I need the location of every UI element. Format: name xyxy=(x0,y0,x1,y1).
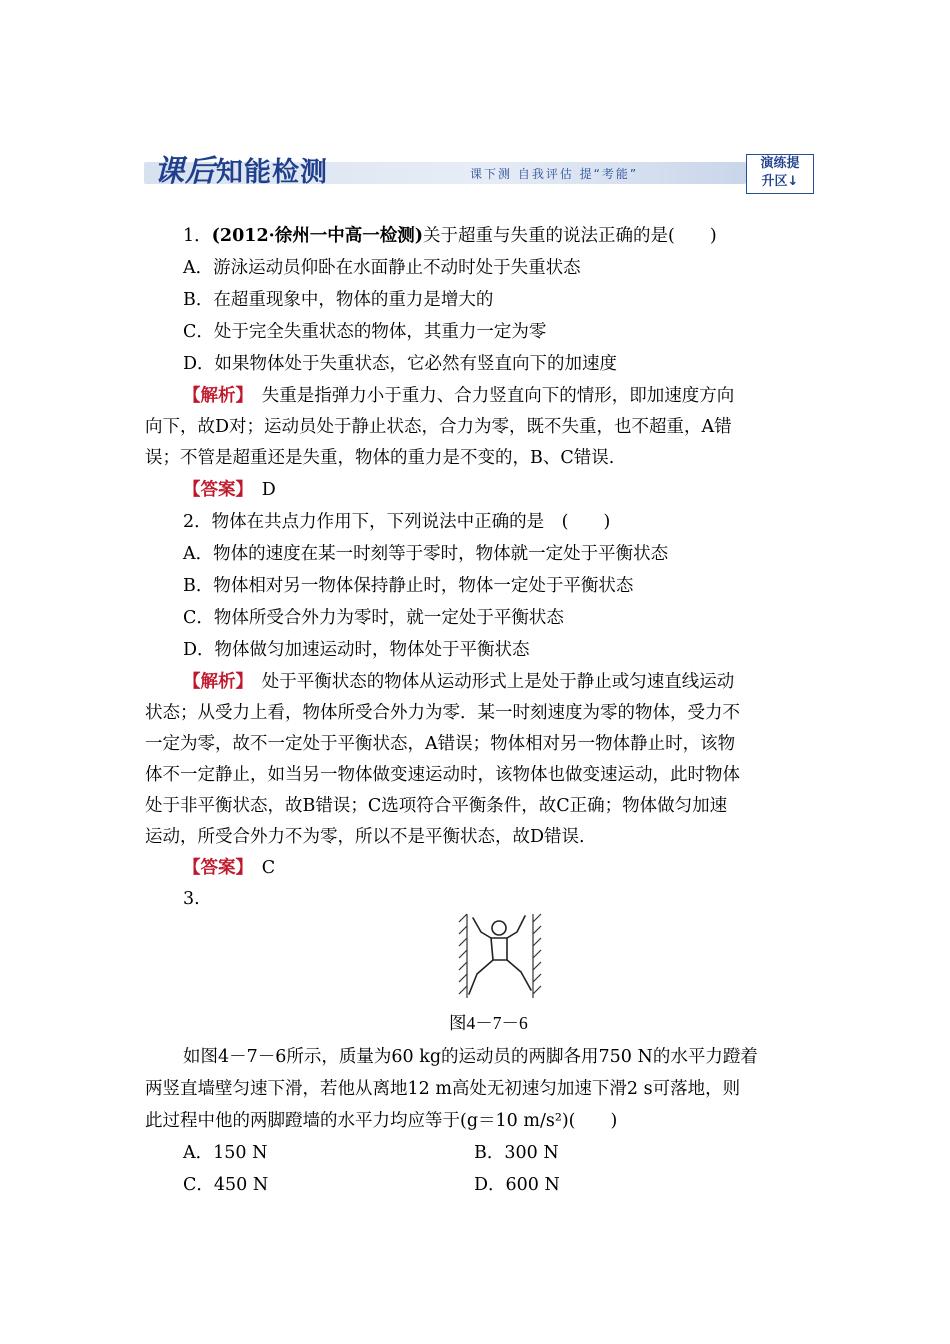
q1-analysis-line: 【解析】 失重是指弹力小于重力、合力竖直向下的情形，即加速度方向 xyxy=(183,386,735,406)
q2-analysis-line: 状态；从受力上看，物体所受合外力为零．某一时刻速度为零的物体，受力不 xyxy=(145,703,740,723)
q3-stem-line: 如图4－7－6所示，质量为60 kg的运动员的两脚各用750 N的水平力蹬着 xyxy=(183,1047,758,1067)
answer-tag: 【答案】 xyxy=(183,480,245,500)
q1-option-d: D．如果物体处于失重状态，它必然有竖直向下的加速度 xyxy=(183,354,618,374)
q3-option-d: D．600 N xyxy=(474,1175,560,1195)
q1-analysis-line: 向下，故D对；运动员处于静止状态，合力为零，既不失重，也不超重，A错 xyxy=(145,417,732,437)
banner-title: 课后知能检测 xyxy=(154,154,328,189)
q1-source: (2012·徐州一中高一检测) xyxy=(211,226,423,246)
q3-option-c: C．450 N xyxy=(183,1175,269,1195)
q3-stem-line: 两竖直墙壁匀速下滑，若他从离地12 m高处无初速匀加速下滑2 s可落地，则 xyxy=(145,1079,741,1099)
practice-area-link[interactable]: 演练提 升区↓ xyxy=(746,154,814,194)
answer-tag: 【答案】 xyxy=(183,858,245,878)
q1-stem: 1．(2012·徐州一中高一检测)关于超重与失重的说法正确的是( ) xyxy=(183,226,717,246)
q2-analysis-line: 一定为零，故不一定处于平衡状态，A错误；物体相对另一物体静止时，该物 xyxy=(145,734,736,754)
q1-option-c: C．处于完全失重状态的物体，其重力一定为零 xyxy=(183,322,547,342)
q2-option-c: C．物体所受合外力为零时，就一定处于平衡状态 xyxy=(183,608,564,628)
analysis-tag: 【解析】 xyxy=(183,386,245,406)
q2-answer: 【答案】 C xyxy=(183,858,276,878)
q1-option-b: B．在超重现象中，物体的重力是增大的 xyxy=(183,290,494,310)
q3-stem-line: 此过程中他的两脚蹬墙的水平力均应等于(g＝10 m/s²)( ) xyxy=(145,1111,618,1131)
q2-option-b: B．物体相对另一物体保持静止时，物体一定处于平衡状态 xyxy=(183,576,634,596)
q2-option-d: D．物体做匀加速运动时，物体处于平衡状态 xyxy=(183,640,530,660)
section-banner xyxy=(140,152,820,196)
q2-stem: 2．物体在共点力作用下，下列说法中正确的是 ( ) xyxy=(183,512,611,532)
q1-option-a: A．游泳运动员仰卧在水面静止不动时处于失重状态 xyxy=(183,258,581,278)
analysis-tag: 【解析】 xyxy=(183,672,245,692)
q1-answer: 【答案】 D xyxy=(183,480,276,500)
q2-analysis-line: 处于非平衡状态，故B错误；C选项符合平衡条件，故C正确；物体做匀加速 xyxy=(145,796,728,816)
q2-analysis-line: 【解析】 处于平衡状态的物体从运动形式上是处于静止或匀速直线运动 xyxy=(183,672,735,692)
athlete-between-walls-figure xyxy=(455,910,545,1002)
banner-subtitle: 课下测 自我评估 提“考能” xyxy=(470,167,639,181)
q3-number: 3. xyxy=(183,889,200,909)
q2-option-a: A．物体的速度在某一时刻等于零时，物体就一定处于平衡状态 xyxy=(183,544,669,564)
figure-caption: 图4－7－6 xyxy=(449,1013,528,1033)
q2-analysis-line: 体不一定静止，如当另一物体做变速运动时，该物体也做变速运动，此时物体 xyxy=(145,765,740,785)
q1-analysis-line: 误；不管是超重还是失重，物体的重力是不变的，B、C错误. xyxy=(145,448,615,468)
q3-option-b: B．300 N xyxy=(474,1143,559,1163)
q2-analysis-line: 运动，所受合外力不为零，所以不是平衡状态，故D错误. xyxy=(145,827,585,847)
q3-option-a: A．150 N xyxy=(183,1143,268,1163)
